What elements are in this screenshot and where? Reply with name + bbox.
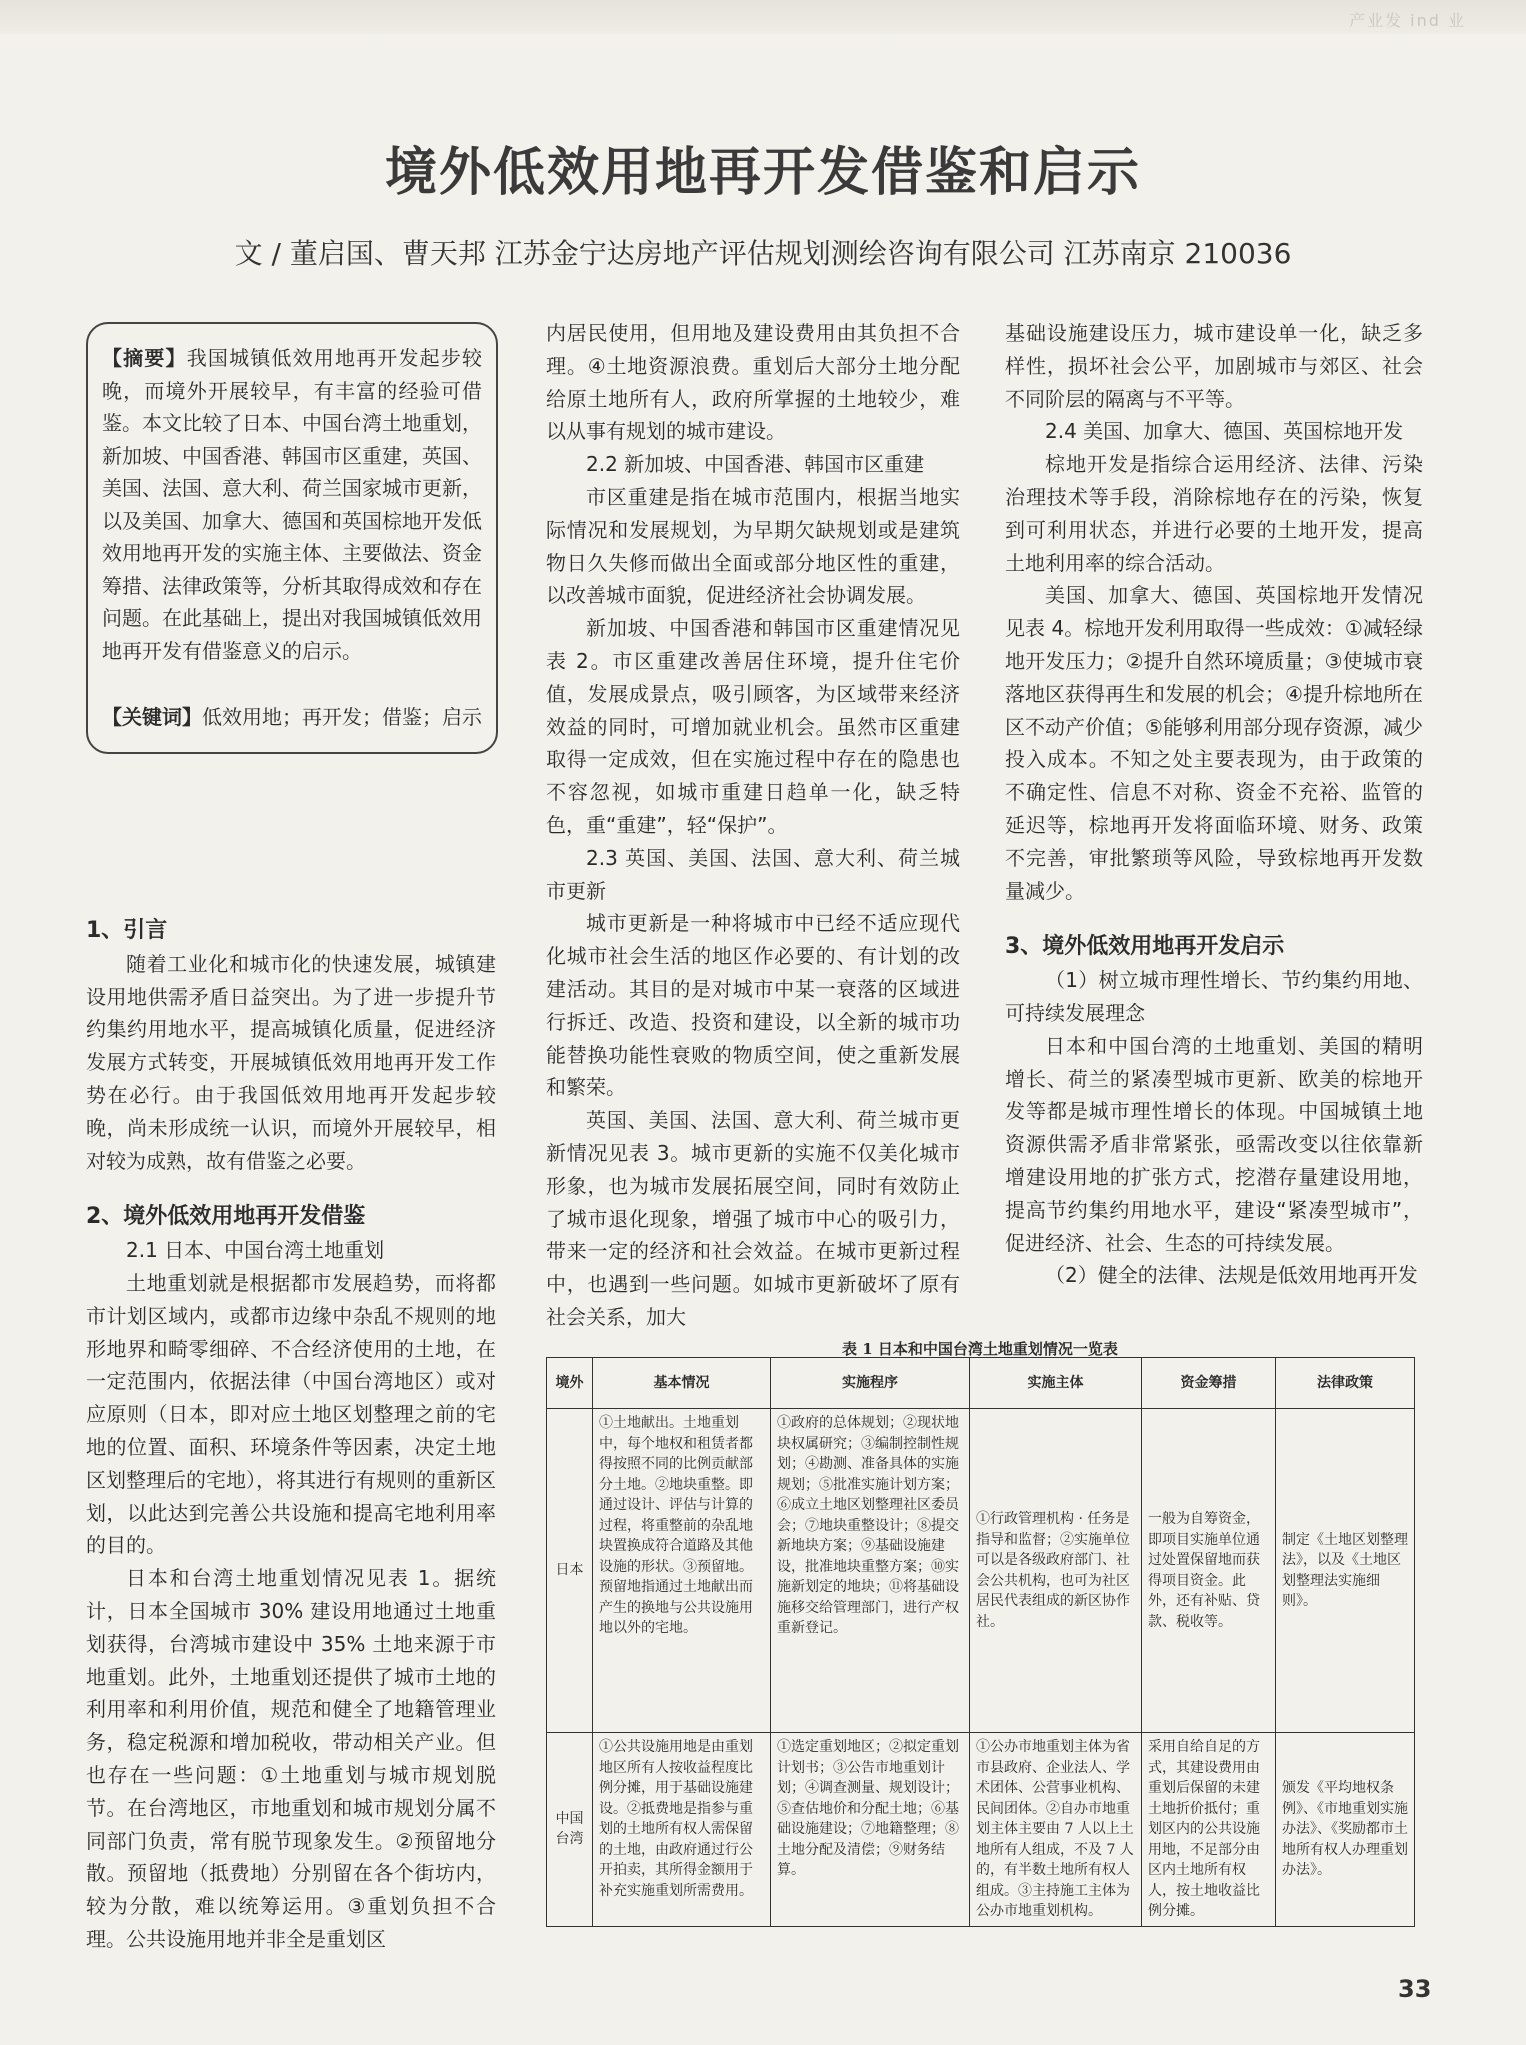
table-header-cell: 实施主体: [970, 1358, 1142, 1409]
section-2-3-paragraph-1: 城市更新是一种将城市中已经不适应现代化城市社会生活的地区作必要的、有计划的改建活动。其目的是对城市中某一衰落的区域进行拆迁、改造、投资和建设，以全新的城市功能替换功能性衰败的物质空间，使之重新发展和繁荣。: [546, 911, 960, 1100]
column-1: [86, 915, 496, 1956]
article-authors: 文 / 董启国、曹天邦 江苏金宁达房地产评估规划测绘咨询有限公司 江苏南京 210036: [234, 237, 1292, 270]
table-cell: ①公办市地重划主体为省市县政府、企业法人、学术团体、公营事业机构、民间团体。②自办市地重划主体主要由 7 人以上土地所有人组成，不及 7 人的，有半数土地所有权人组成。③主持施工主体为公办市地重划机构。: [970, 1733, 1142, 1927]
section-2-4-paragraph-1: 棕地开发是指综合运用经济、法律、污染治理技术等手段，消除棕地存在的污染，恢复到可利用状态，并进行必要的土地开发，提高土地利用率的综合活动。: [1005, 452, 1423, 575]
section-1-heading: 1、引言: [86, 918, 168, 943]
table-row: [547, 1733, 1415, 1927]
section-3-paragraph-1: 日本和中国台湾的土地重划、美国的精明增长、荷兰的紧凑型城市更新、欧美的棕地开发等都是城市理性增长的体现。中国城镇土地资源供需矛盾非常紧张，亟需改变以往依靠新增建设用地的扩张方式，挖潜存量建设用地，提高节约集约用地水平，建设“紧凑型城市”，促进经济、社会、生态的可持续发展。: [1005, 1033, 1423, 1255]
table-header-cell: 基本情况: [593, 1358, 771, 1409]
keywords-text: 低效用地；再开发；借鉴；启示: [202, 705, 482, 729]
section-3-item-2: （2）健全的法律、法规是低效用地再开发: [1045, 1263, 1418, 1288]
column-3: [1005, 317, 1423, 1292]
table-header-cell: 法律政策: [1276, 1358, 1415, 1409]
col3-continuation: 基础设施建设压力，城市建设单一化，缺乏多样性，损坏社会公平，加剧城市与郊区、社会不同阶层的隔离与不平等。: [1005, 321, 1423, 411]
col2-continuation: 内居民使用，但用地及建设费用由其负担不合理。④土地资源浪费。重划后大部分土地分配给原土地所有人，政府所掌握的土地较少，难以从事有规划的城市建设。: [546, 321, 960, 444]
section-2-4-heading: 2.4 美国、加拿大、德国、英国棕地开发: [1045, 419, 1404, 444]
section-2-1-heading: 2.1 日本、中国台湾土地重划: [126, 1238, 385, 1263]
table-1-caption: 表 1 日本和中国台湾土地重划情况一览表: [842, 1340, 1118, 1358]
table-cell: 制定《土地区划整理法》，以及《土地区划整理法实施细则》。: [1276, 1409, 1415, 1733]
keywords-label: 【关键词】: [102, 705, 202, 729]
table-cell: 颁发《平均地权条例》、《市地重划实施办法》、《奖励都市土地所有权人办理重划办法》。: [1276, 1733, 1415, 1927]
section-2-2-heading: 2.2 新加坡、中国香港、韩国市区重建: [586, 452, 925, 477]
header-watermark: 产业发 ind 业: [1349, 11, 1466, 30]
abstract-label: 【摘要】: [102, 346, 187, 370]
table-cell: 一般为自筹资金，即项目实施单位通过处置保留地而获得项目资金。此外，还有补贴、贷款、税收等。: [1142, 1409, 1276, 1733]
section-2-3-paragraph-2: 英国、美国、法国、意大利、荷兰城市更新情况见表 3。城市更新的实施不仅美化城市形象，也为城市发展拓展空间，同时有效防止了城市退化现象，增强了城市中心的吸引力，带来一定的经济和社会效益。在城市更新过程中，也遇到一些问题。如城市更新破坏了原有社会关系，加大: [546, 1108, 960, 1329]
section-3-item-1: （1）树立城市理性增长、节约集约用地、可持续发展理念: [1005, 968, 1423, 1025]
table-cell: ①选定重划地区；②拟定重划计划书；③公告市地重划计划；④调查测量、规划设计；⑤查估地价和分配土地；⑥基础设施建设；⑦地籍整理；⑧土地分配及清偿；⑨财务结算。: [771, 1733, 970, 1927]
article-title: 境外低效用地再开发借鉴和启示: [384, 143, 1141, 203]
section-1-paragraph: 随着工业化和城市化的快速发展，城镇建设用地供需矛盾日益突出。为了进一步提升节约集约用地水平，提高城镇化质量，促进经济发展方式转变，开展城镇低效用地再开发工作势在必行。由于我国低效用地再开发起步较晚，尚未形成统一认识，而境外开展较早，相对较为成熟，故有借鉴之必要。: [86, 951, 496, 1173]
table-cell: ①公共设施用地是由重划地区所有人按收益程度比例分摊，用于基础设施建设。②抵费地是指参与重划的土地所有权人需保留的土地，由政府通过行公开拍卖，其所得金额用于补充实施重划所需费用。: [593, 1733, 771, 1927]
table-header-cell: 境外: [547, 1358, 593, 1409]
section-2-3-heading: 2.3 英国、美国、法国、意大利、荷兰城市更新: [546, 845, 960, 903]
table-header-cell: 资金筹措: [1142, 1358, 1276, 1409]
table-header-row: [547, 1358, 1415, 1409]
table-cell-region: 中国台湾: [547, 1733, 593, 1927]
section-2-1-paragraph-2: 日本和台湾土地重划情况见表 1。据统计，日本全国城市 30% 建设用地通过土地重划获得，台湾城市建设中 35% 土地来源于市地重划。此外，土地重划还提供了城市土地的利用率和利用价值，规范和健全了地籍管理业务，稳定税源和增加税收，带动相关产业。但也存在一些问题：①土地重划与城市规划脱节。在台湾地区，市地重划和城市规划分属不同部门负责，常有脱节现象发生。②预留地分散。预留地（抵费地）分别留在各个街坊内，较为分散，难以统筹运用。③重划负担不合理。公共设施用地并非全是重划区: [86, 1566, 496, 1951]
page-header-strip: [0, 0, 1526, 34]
table-cell: ①政府的总体规划；②现状地块权属研究；③编制控制性规划；④勘测、准备具体的实施规划；⑤批准实施计划方案；⑥成立土地区划整理社区委员会；⑦地块重整设计；⑧提交新地块方案；⑨基础设施建设，批准地块重整方案；⑩实施新划定的地块；⑪将基础设施移交给管理部门，进行产权重新登记。: [771, 1409, 970, 1733]
page-number: 33: [1398, 1975, 1432, 2003]
section-2-2-paragraph-2: 新加坡、中国香港和韩国市区重建情况见表 2。市区重建改善居住环境，提升住宅价值，发展成景点，吸引顾客，为区域带来经济效益的同时，可增加就业机会。虽然市区重建取得一定成效，但在实施过程中存在的隐患也不容忽视，如城市重建日趋单一化，缺乏特色，重“重建”，轻“保护”。: [546, 616, 960, 837]
keywords: [102, 701, 482, 734]
table-cell: ①行政管理机构 · 任务是指导和监督；②实施单位可以是各级政府部门、社会公共机构，也可为社区居民代表组成的新区协作社。: [970, 1409, 1142, 1733]
abstract-box: [86, 322, 498, 754]
table-cell: ①土地献出。土地重划中，每个地权和租赁者都得按照不同的比例贡献部分土地。②地块重整。即通过设计、评估与计算的过程，将重整前的杂乱地块置换成符合道路及其他设施的形状。③预留地。预留地指通过土地献出而产生的换地与公共设施用地以外的宅地。: [593, 1409, 771, 1733]
section-2-1-paragraph-1: 土地重划就是根据都市发展趋势，而将都市计划区域内，或都市边缘中杂乱不规则的地形地界和畸零细碎、不合经济使用的土地，在一定范围内，依据法律（中国台湾地区）或对应原则（日本，即对应土地区划整理之前的宅地的位置、面积、环境条件等因素，决定土地区划整理后的宅地），将其进行有规则的重新区划，以此达到完善公共设施和提高宅地利用率的目的。: [86, 1270, 496, 1558]
table-cell: 采用自给自足的方式，其建设费用由重划后保留的未建土地折价抵付；重划区内的公共设施用地，不足部分由区内土地所有权人，按土地收益比例分摊。: [1142, 1733, 1276, 1927]
section-2-4-paragraph-2: 美国、加拿大、德国、英国棕地开发情况见表 4。棕地开发利用取得一些成效：①减轻绿地开发压力；②提升自然环境质量；③使城市衰落地区获得再生和发展的机会；④提升棕地所在区不动产价值；⑤能够利用部分现存资源，减少投入成本。不知之处主要表现为，由于政策的不确定性、信息不对称、资金不充裕、监管的延迟等，棕地再开发将面临环境、财务、政策不完善，审批繁琐等风险，导致棕地再开发数量减少。: [1005, 583, 1423, 903]
section-2-2-paragraph-1: 市区重建是指在城市范围内，根据当地实际情况和发展规划，为早期欠缺规划或是建筑物日久失修而做出全面或部分地区性的重建，以改善城市面貌，促进经济社会协调发展。: [546, 484, 960, 608]
abstract-text: 我国城镇低效用地再开发起步较晚，而境外开展较早，有丰富的经验可借鉴。本文比较了日本、中国台湾土地重划，新加坡、中国香港、韩国市区重建，英国、美国、法国、意大利、荷兰国家城市更新，以及美国、加拿大、德国和英国棕地开发低效用地再开发的实施主体、主要做法、资金筹措、法律政策等，分析其取得成效和存在问题。在此基础上，提出对我国城镇低效用地再开发有借鉴意义的启示。: [102, 346, 483, 663]
table-cell-region: 日本: [547, 1409, 593, 1733]
abstract: [102, 342, 482, 667]
table-1: [546, 1357, 1415, 1927]
table-row: [547, 1409, 1415, 1733]
column-2: [546, 317, 960, 1334]
table-header-cell: 实施程序: [771, 1358, 970, 1409]
section-2-heading: 2、境外低效用地再开发借鉴: [86, 1204, 366, 1230]
section-3-heading: 3、境外低效用地再开发启示: [1005, 934, 1285, 960]
